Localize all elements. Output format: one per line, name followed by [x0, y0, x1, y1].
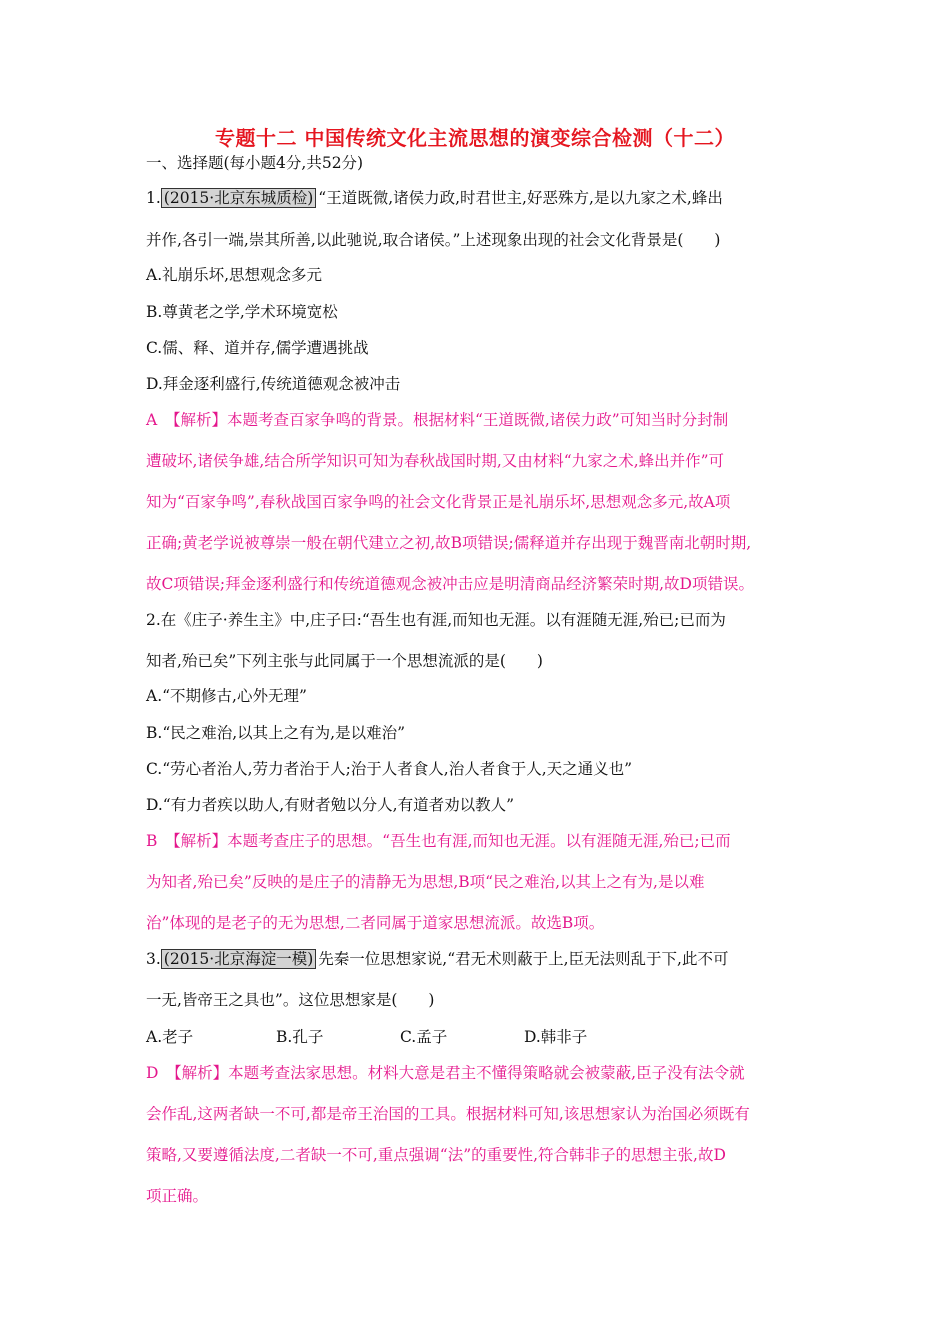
- q1-option-c: C.儒、释、道并存,儒学遭遇挑战: [146, 339, 369, 357]
- q1-analysis-line-3: 知为“百家争鸣”,春秋战国百家争鸣的社会文化背景正是礼崩乐坏,思想观念多元,故A项: [146, 493, 731, 511]
- q3-stem-text-1: 先秦一位思想家说,“君无术则蔽于上,臣无法则乱于下,此不可: [318, 950, 729, 968]
- q2-option-c: C.“劳心者治人,劳力者治于人;治于人者食人,治人者食于人,天之通义也”: [146, 760, 633, 778]
- q1-number: 1.: [146, 189, 161, 207]
- q3-analysis-line-2: 会作乱,这两者缺一不可,都是帝王治国的工具。根据材料可知,该思想家认为治国必须既有: [146, 1105, 750, 1123]
- q3-analysis-line-3: 策略,又要遵循法度,二者缺一不可,重点强调“法”的重要性,符合韩非子的思想主张,故D: [146, 1146, 726, 1164]
- document-title: 专题十二 中国传统文化主流思想的演变综合检测（十二）: [215, 126, 735, 150]
- q3-options-row: [146, 1027, 587, 1047]
- q3-option-c: C.孟子: [400, 1028, 448, 1046]
- q1-analysis-line-5: 故C项错误;拜金逐利盛行和传统道德观念被冲击应是明清商品经济繁荣时期,故D项错误。: [146, 575, 754, 593]
- q1-stem-text-1: “王道既微,诸侯力政,时君世主,好恶殊方,是以九家之术,蜂出: [318, 189, 723, 207]
- q3-analysis-line-4: 项正确。: [146, 1187, 209, 1205]
- q2-analysis-line-3: 治”体现的是老子的无为思想,二者同属于道家思想流派。故选B项。: [146, 914, 605, 932]
- q2-option-d: D.“有力者疾以助人,有财者勉以分人,有道者劝以教人”: [146, 796, 515, 814]
- q1-stem-line-2: 并作,各引一端,崇其所善,以此驰说,取合诸侯。”上述现象出现的社会文化背景是( ): [146, 231, 721, 249]
- q2-stem-line-1: 2.在《庄子·养生主》中,庄子曰:“吾生也有涯,而知也无涯。以有涯随无涯,殆已;已而为: [146, 611, 726, 629]
- q3-option-d: D.韩非子: [524, 1028, 588, 1046]
- q2-stem-line-2: 知者,殆已矣”下列主张与此同属于一个思想流派的是( ): [146, 652, 543, 670]
- q3-stem-line-1: [146, 949, 728, 969]
- q2-option-a: A.“不期修古,心外无理”: [146, 687, 307, 705]
- q1-option-a: A.礼崩乐坏,思想观念多元: [146, 266, 323, 284]
- q3-stem-line-2: 一无,皆帝王之具也”。这位思想家是( ): [146, 991, 435, 1009]
- q1-option-b: B.尊黄老之学,学术环境宽松: [146, 303, 338, 321]
- q1-option-d: D.拜金逐利盛行,传统道德观念被冲击: [146, 375, 401, 393]
- q1-analysis-line-2: 遭破坏,诸侯争雄,结合所学知识可知为春秋战国时期,又由材料“九家之术,蜂出并作”可: [146, 452, 725, 470]
- q2-analysis-line-1: B 【解析】本题考查庄子的思想。“吾生也有涯,而知也无涯。以有涯随无涯,殆已;已而: [146, 832, 731, 850]
- q1-source-tag: (2015·北京东城质检): [161, 188, 316, 208]
- q2-analysis-line-2: 为知者,殆已矣”反映的是庄子的清静无为思想,B项“民之难治,以其上之有为,是以难: [146, 873, 705, 891]
- q3-source-tag: (2015·北京海淀一模): [161, 949, 316, 969]
- q2-option-b: B.“民之难治,以其上之有为,是以难治”: [146, 724, 406, 742]
- q3-option-b: B.孔子: [276, 1028, 324, 1046]
- q3-option-a: A.老子: [146, 1028, 194, 1046]
- q1-analysis-line-1: A 【解析】本题考查百家争鸣的背景。根据材料“王道既微,诸侯力政”可知当时分封制: [146, 411, 729, 429]
- q1-stem-line-1: [146, 188, 723, 208]
- section-heading: 一、选择题(每小题4分,共52分): [146, 154, 364, 172]
- q3-analysis-line-1: D 【解析】本题考查法家思想。材料大意是君主不懂得策略就会被蒙蔽,臣子没有法令就: [146, 1064, 745, 1082]
- q1-analysis-line-4: 正确;黄老学说被尊崇一般在朝代建立之初,故B项错误;儒释道并存出现于魏晋南北朝时期,: [146, 534, 752, 552]
- q3-number: 3.: [146, 950, 161, 968]
